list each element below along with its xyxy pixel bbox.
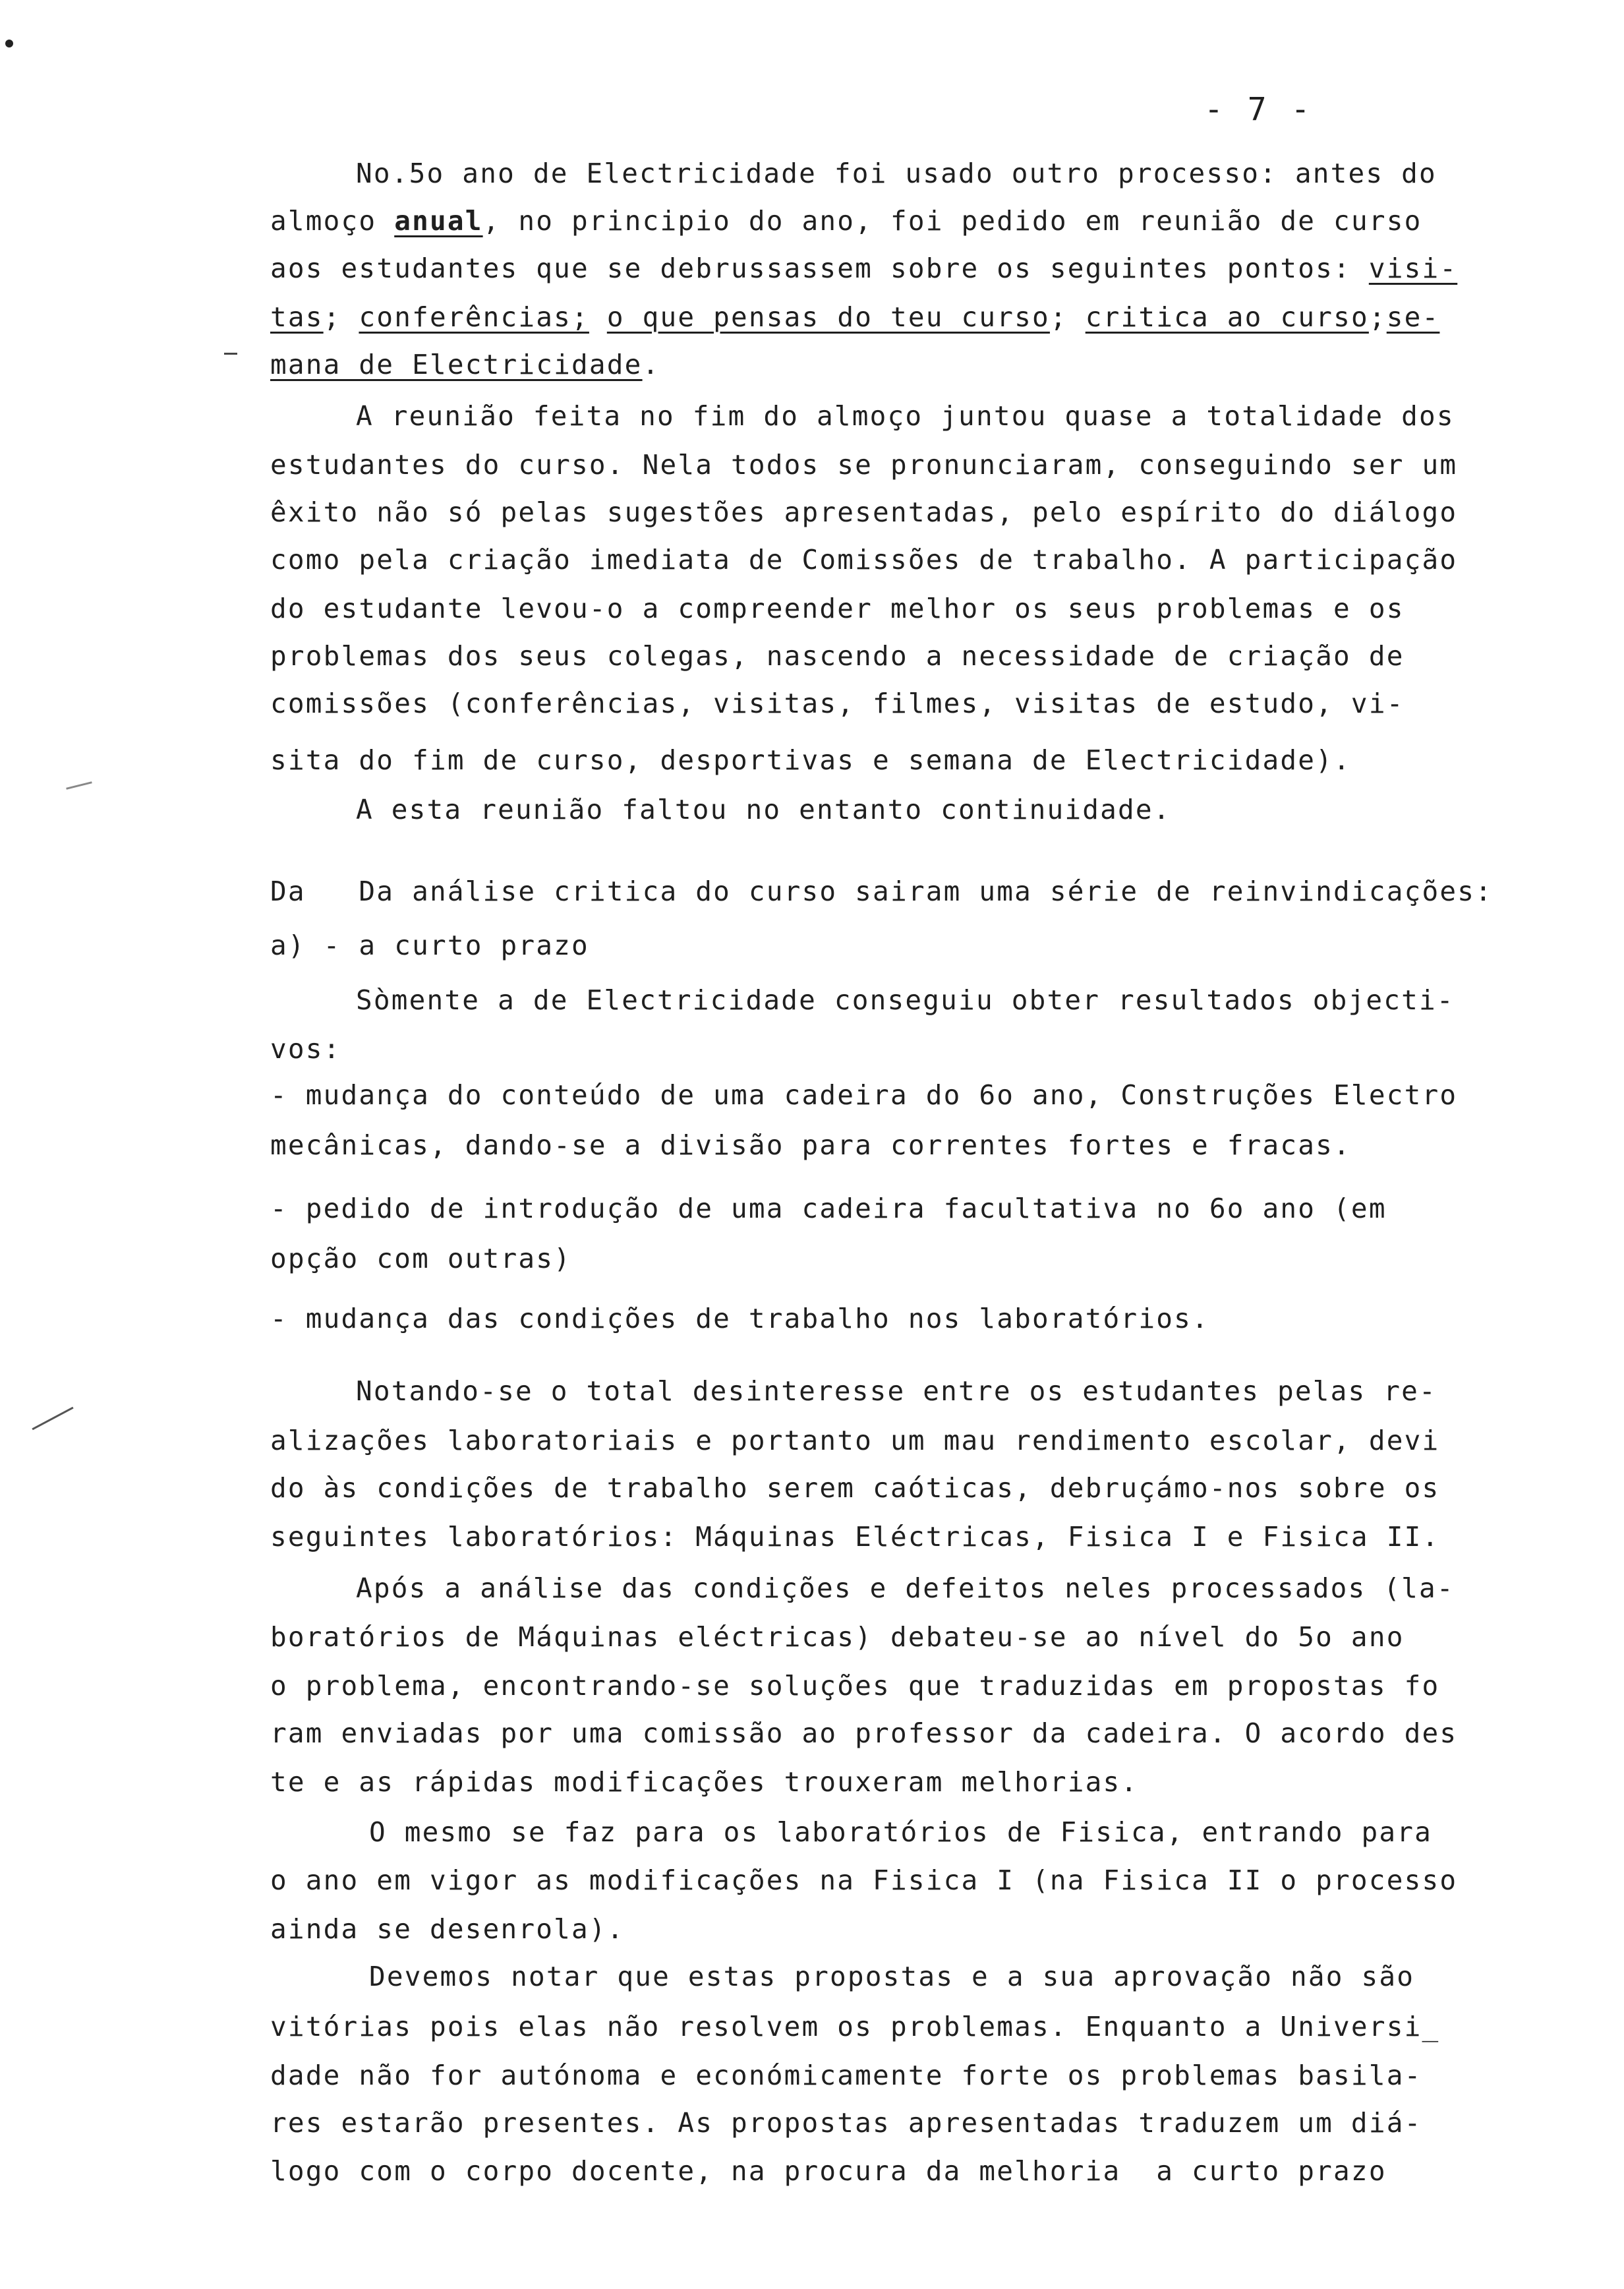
text-line: [356, 400, 1455, 432]
text-segment: almoço: [270, 205, 395, 237]
text-line: [270, 878, 1493, 905]
text-segment: estudantes do curso. Nela todos se pronunciaram, conseguindo ser um: [270, 449, 1458, 481]
text-line: [270, 449, 1458, 481]
margin-speck: [5, 40, 13, 47]
text-segment: visi-: [1368, 253, 1458, 284]
text-line: [270, 1033, 341, 1065]
text-segment: como pela criação imediata de Comissões de trabalho. A participação: [270, 544, 1458, 576]
text-segment: aos estudantes que se debrussassem sobre os seguintes pontos:: [270, 253, 1369, 284]
page-number: - 7 -: [1204, 91, 1313, 128]
text-segment: Da Da análise critica do curso sairam uma série de reinvindicações:: [270, 876, 1494, 907]
text-segment: vitórias pois elas não resolvem os problemas. Enquanto a Universi_: [270, 2011, 1440, 2042]
text-line: [356, 1572, 1455, 1604]
text-segment: alizações laboratoriais e portanto um mau rendimento escolar, devi: [270, 1425, 1440, 1456]
text-line: [270, 1621, 1405, 1653]
text-segment: se-: [1386, 301, 1440, 333]
text-line: [270, 1521, 1440, 1553]
text-line: [270, 301, 1440, 333]
text-segment: dade não for autónoma e económicamente forte os problemas basila-: [270, 2060, 1422, 2091]
text-segment: o ano em vigor as modificações na Fisica I (na Fisica II o processo: [270, 1864, 1458, 1896]
text-line: [270, 1245, 571, 1272]
text-line: [356, 796, 1171, 823]
text-segment: Sòmente a de Electricidade conseguiu obter resultados objecti-: [356, 984, 1455, 1016]
text-segment: - mudança do conteúdo de uma cadeira do 6o ano, Construções Electro: [270, 1079, 1458, 1111]
text-segment: Após a análise das condições e defeitos neles processados (la-: [356, 1572, 1455, 1604]
text-segment: anual: [394, 205, 483, 237]
text-segment: - pedido de introdução de uma cadeira facultativa no 6o ano (em: [270, 1193, 1387, 1224]
text-line: [270, 1913, 625, 1945]
text-line: [270, 640, 1405, 672]
text-line: [270, 1129, 1351, 1161]
text-segment: Devemos notar que estas propostas e a sua aprovação não são: [369, 1961, 1415, 1992]
text-line: [270, 932, 589, 959]
text-segment: O mesmo se faz para os laboratórios de Fisica, entrando para: [369, 1816, 1433, 1848]
text-segment: vos:: [270, 1033, 341, 1065]
text-line: [270, 1195, 1387, 1222]
text-line: [270, 1717, 1458, 1749]
text-line: [270, 1079, 1458, 1111]
text-segment: conferências;: [359, 301, 589, 333]
text-segment: boratórios de Máquinas eléctricas) debateu-se ao nível do 5o ano: [270, 1621, 1405, 1653]
text-line: [270, 2062, 1422, 2089]
text-segment: mecânicas, dando-se a divisão para correntes fortes e fracas.: [270, 1129, 1351, 1161]
text-segment: ;: [1049, 301, 1086, 333]
margin-dash: [224, 353, 237, 355]
text-segment: [589, 301, 607, 333]
text-line: [270, 595, 1405, 622]
text-segment: ainda se desenrola).: [270, 1913, 625, 1945]
text-segment: problemas dos seus colegas, nascendo a necessidade de criação de: [270, 640, 1405, 672]
text-line: [270, 496, 1458, 528]
text-line: [270, 2013, 1439, 2040]
text-segment: logo com o corpo docente, na procura da melhoria a curto prazo: [270, 2155, 1387, 2187]
text-segment: mana de Electricidade: [270, 349, 643, 380]
text-line: [270, 1305, 1209, 1332]
text-segment: res estarão presentes. As propostas apresentadas traduzem um diá-: [270, 2107, 1422, 2139]
margin-dash: [32, 1407, 73, 1431]
text-segment: o que pensas do teu curso: [606, 301, 1050, 333]
text-segment: êxito não só pelas sugestões apresentadas, pelo espírito do diálogo: [270, 496, 1458, 528]
text-segment: seguintes laboratórios: Máquinas Eléctricas, Fisica I e Fisica II.: [270, 1521, 1440, 1553]
text-segment: - mudança das condições de trabalho nos laboratórios.: [270, 1303, 1209, 1334]
text-segment: ;: [1368, 301, 1387, 333]
text-line: [356, 1375, 1437, 1407]
text-segment: ram enviadas por uma comissão ao professor da cadeira. O acordo des: [270, 1717, 1458, 1749]
text-line: [356, 160, 1437, 187]
text-line: [270, 255, 1457, 282]
text-segment: do estudante levou-o a compreender melhor os seus problemas e os: [270, 593, 1405, 624]
margin-dash: [66, 781, 92, 790]
text-segment: tas: [270, 301, 324, 333]
text-segment: A reunião feita no fim do almoço juntou quase a totalidade dos: [356, 400, 1455, 432]
text-line: [270, 544, 1458, 576]
text-segment: , no principio do ano, foi pedido em reunião de curso: [482, 205, 1422, 237]
text-segment: opção com outras): [270, 1243, 572, 1274]
text-segment: a) - a curto prazo: [270, 930, 589, 961]
text-line: [270, 351, 660, 378]
text-line: [270, 205, 1422, 237]
text-line: [356, 984, 1455, 1016]
text-segment: No.5o ano de Electricidade foi usado outro processo: antes do: [356, 158, 1437, 189]
text-line: [369, 1963, 1414, 1990]
text-segment: o problema, encontrando-se soluções que traduzidas em propostas fo: [270, 1670, 1440, 1702]
text-line: [270, 1766, 1139, 1798]
text-line: [270, 1670, 1440, 1702]
text-line: [270, 1864, 1458, 1896]
text-segment: sita do fim de curso, desportivas e semana de Electricidade).: [270, 744, 1351, 776]
text-segment: Notando-se o total desinteresse entre os estudantes pelas re-: [356, 1375, 1437, 1407]
text-line: [270, 2155, 1387, 2187]
text-line: [270, 1427, 1439, 1454]
text-line: [270, 744, 1351, 776]
text-segment: comissões (conferências, visitas, filmes, visitas de estudo, vi-: [270, 688, 1405, 719]
text-line: [270, 1472, 1440, 1504]
text-segment: A esta reunião faltou no entanto continuidade.: [356, 794, 1171, 825]
text-line: [369, 1816, 1433, 1848]
text-segment: .: [642, 349, 660, 380]
text-segment: ;: [323, 301, 359, 333]
text-segment: do às condições de trabalho serem caóticas, debruçámo-nos sobre os: [270, 1472, 1440, 1504]
text-line: [270, 2107, 1422, 2139]
text-segment: te e as rápidas modificações trouxeram melhorias.: [270, 1766, 1139, 1798]
text-segment: critica ao curso: [1085, 301, 1369, 333]
text-line: [270, 690, 1405, 717]
